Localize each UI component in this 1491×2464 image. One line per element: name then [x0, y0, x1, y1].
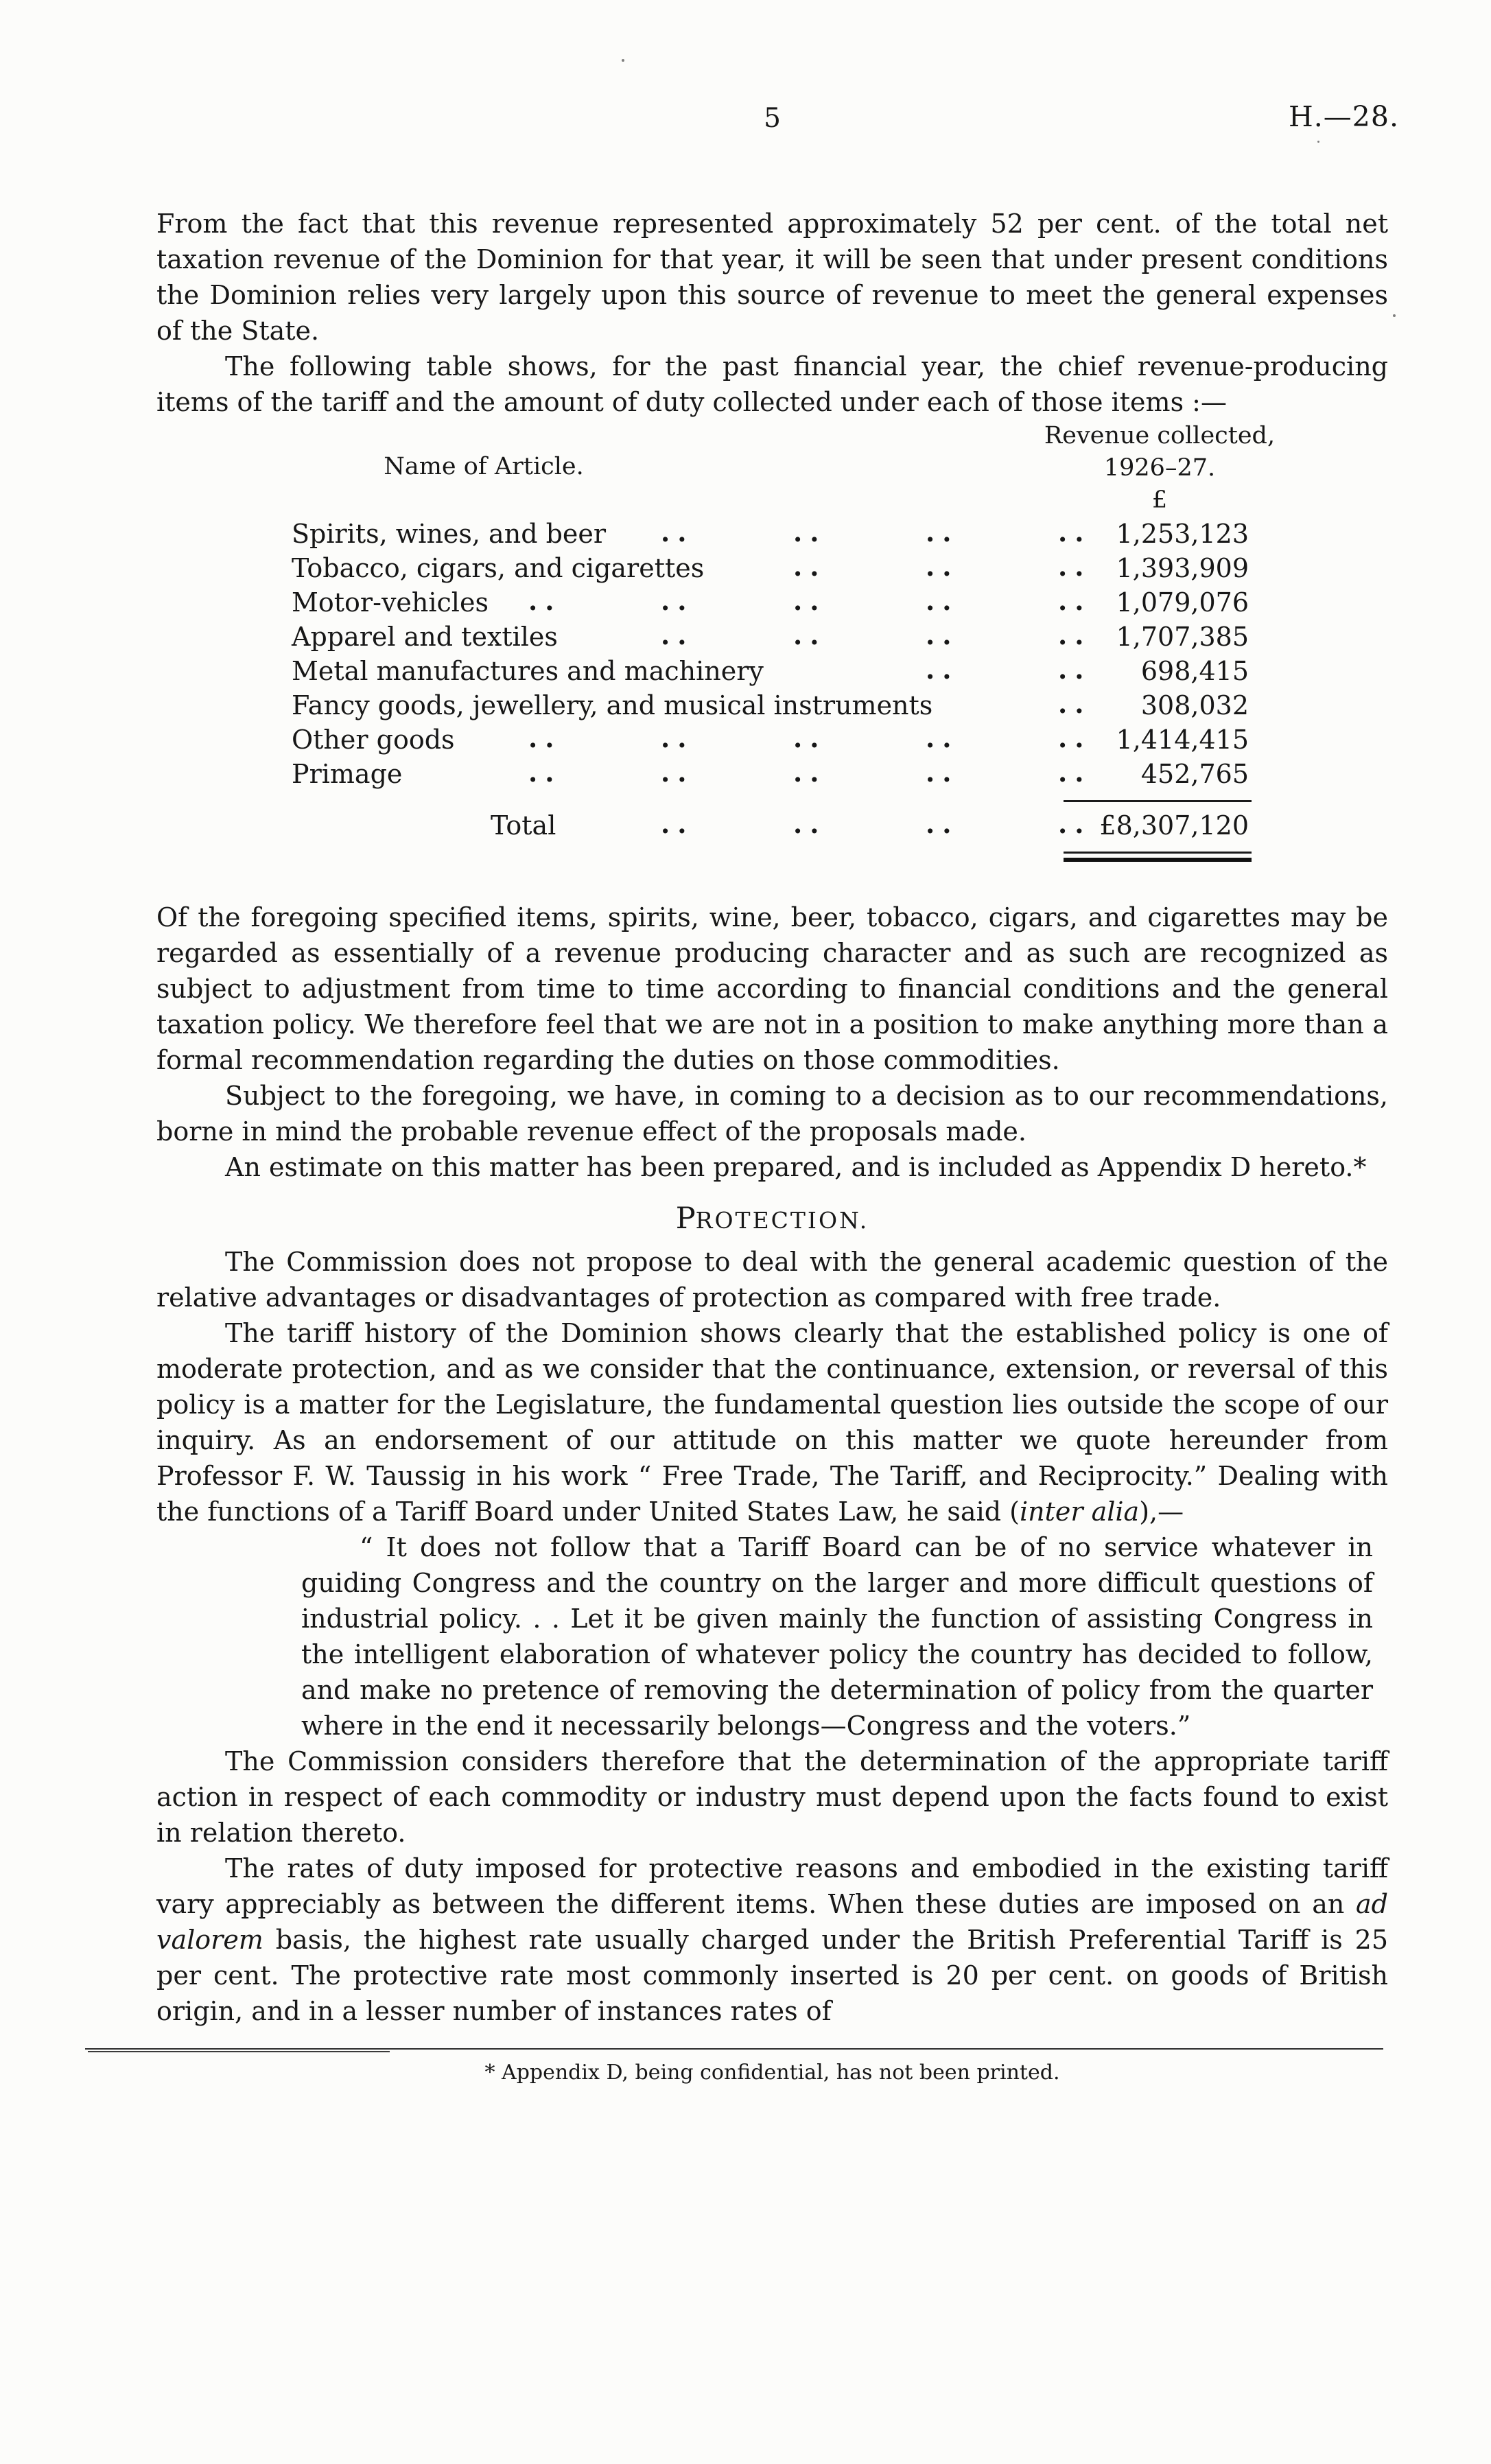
amount-value: 698,415: [1140, 656, 1249, 686]
amount-value: 1,414,415: [1116, 725, 1249, 755]
table-row: [292, 622, 1249, 656]
page-content: [156, 0, 1399, 2085]
dot-leader: ..: [793, 757, 827, 788]
paragraph-estimate-appendix: An estimate on this matter has been prepared, and is included as Appendix D hereto.*: [225, 1152, 1367, 1182]
total-rule-bottom-thick: [1064, 858, 1252, 862]
revenue-header-line1: Revenue collected,: [1044, 422, 1276, 449]
dot-leader: ..: [661, 757, 694, 788]
dot-leader: ..: [528, 757, 562, 788]
dot-leader: ..: [926, 585, 959, 616]
dot-leader: ..: [926, 551, 959, 582]
amount-value: 308,032: [1140, 690, 1249, 720]
dot-leader: ..: [793, 808, 827, 839]
heading-initial: P: [675, 1201, 696, 1236]
page-number: 5: [764, 103, 781, 134]
scan-speck: [1317, 141, 1319, 143]
dot-leader: ..: [793, 620, 827, 650]
article-name: Motor-vehicles: [292, 587, 489, 618]
amount-value: 452,765: [1140, 759, 1249, 789]
article-name: Other goods: [292, 725, 455, 755]
dot-leader: ..: [1058, 654, 1092, 685]
dot-leader: ..: [793, 585, 827, 616]
revenue-table: [292, 422, 1276, 864]
table-header: [292, 422, 1276, 519]
pound-symbol: £: [1151, 486, 1168, 514]
dot-leader: ..: [926, 620, 959, 650]
ad-valorem-italic: ad valorem: [156, 1889, 1388, 1955]
paragraph-commission-considers: The Commission considers therefore that the determination of the appropriate tariff action in respect of each commodity or industry must depend upon the facts found to exist in relation thereto.: [156, 1746, 1388, 1848]
dot-leader: ..: [1058, 808, 1092, 839]
amount-value: 1,253,123: [1116, 519, 1249, 549]
paragraph-table-intro: The following table shows, for the past financial year, the chief revenue-producing items of the tariff and the amount of duty collected under each of those items :—: [156, 351, 1388, 417]
dot-leader: ..: [661, 620, 694, 650]
paragraph-tariff-history: [156, 1315, 1388, 1529]
dot-leader: ..: [661, 808, 694, 839]
section-heading-protection: [156, 1201, 1388, 1236]
dot-leader: ..: [1058, 585, 1092, 616]
dot-leader: ..: [926, 723, 959, 753]
paragraph-subject-foregoing: Subject to the foregoing, we have, in coming to a decision as to our recommendations, borne in mind the probable revenue effect of the proposals made.: [156, 1081, 1388, 1147]
table-total-row: [292, 810, 1249, 845]
table-row: [292, 519, 1249, 553]
table-row: [292, 690, 1249, 725]
total-rule-top: [1064, 800, 1252, 802]
dot-leader: ..: [926, 808, 959, 839]
footnote-rule: [85, 2048, 1383, 2050]
dot-leader: ..: [1058, 551, 1092, 582]
table-row: [292, 725, 1249, 759]
dot-leader: ..: [793, 723, 827, 753]
paragraph-revenue-percentage: From the fact that this revenue represented approximately 52 per cent. of the total net taxation revenue of the Dominion for that year, it will be seen that under present conditions the Dominion relies very largely upon this source of revenue to meet the general expenses of the State.: [156, 209, 1388, 346]
amount-value: 1,393,909: [1116, 553, 1249, 583]
heading-rest: ROTECTION.: [695, 1207, 869, 1234]
column-header-article: Name of Article.: [384, 453, 584, 480]
dot-leader: ..: [1058, 723, 1092, 753]
table-row: [292, 656, 1249, 690]
article-name: Fancy goods, jewellery, and musical instruments: [292, 690, 933, 720]
duty-rates-text: The rates of duty imposed for protective reasons and embodied in the existing tariff vary appreciably as between the different items. When these duties are imposed on an: [156, 1853, 1388, 1919]
dot-leader: ..: [661, 585, 694, 616]
scan-speck: [1393, 314, 1396, 317]
dot-leader: ..: [793, 517, 827, 548]
paragraph-duty-rates: [156, 1851, 1388, 2029]
table-row: [292, 553, 1249, 587]
article-name: Apparel and textiles: [292, 622, 558, 652]
inter-alia-italic: inter alia: [1019, 1497, 1140, 1527]
total-rule-bottom-thin: [1064, 852, 1252, 854]
paragraph-foregoing-items: Of the foregoing specified items, spirits, wine, beer, tobacco, cigars, and cigarettes may be regarded as essentially of a revenue producing character and as such are recognized as subject to adjustment from time to time according to financial conditions and the general taxation policy. We therefore feel that we are not in a position to make anything more than a formal recommendation regarding the duties on those commodities.: [156, 902, 1388, 1075]
article-name: Primage: [292, 759, 403, 789]
tariff-history-text: The tariff history of the Dominion shows clearly that the established policy is one of moderate protection, and as we consider that the continuance, extension, or reversal of this policy is a matter for the Legislature, the fundamental question lies outside the scope of our inquiry. As an endorsement of our attitude on this matter we quote hereunder from Professor F. W. Taussig in his work “ Free Trade, The Tariff, and Reciprocity.” Dealing with the functions of a Tariff Board under United States Law, he said (: [156, 1318, 1388, 1527]
amount-value: 1,707,385: [1116, 622, 1249, 652]
article-name: Total: [491, 810, 556, 841]
duty-rates-continued: basis, the highest rate usually charged under the British Preferential Tariff is 25 per cent. The protective rate most commonly inserted is 20 per cent. on goods of British origin, and in a lesser number of instances rates of: [156, 1925, 1388, 2026]
page-header: [156, 100, 1399, 137]
dot-leader: ..: [1058, 620, 1092, 650]
dot-leader: ..: [528, 585, 562, 616]
dot-leader: ..: [661, 723, 694, 753]
table-total-slot: [292, 810, 1249, 845]
document-reference: H.—28.: [1289, 100, 1399, 133]
dot-leader: ..: [926, 517, 959, 548]
dot-leader: ..: [528, 723, 562, 753]
article-name: Tobacco, cigars, and cigarettes: [292, 553, 705, 583]
article-name: Metal manufactures and machinery: [292, 656, 764, 686]
blockquote-taussig: “ It does not follow that a Tariff Board can be of no service whatever in guiding Congress and the country on the larger and more difficult questions of industrial policy. . . Let it be given mainly the function of assisting Congress in the intelligent elaboration of whatever policy the country has decided to follow, and make no pretence of removing the determination of policy from the quarter where in the end it necessarily belongs—Congress and the voters.”: [301, 1532, 1373, 1741]
amount-value: £8,307,120: [1099, 810, 1249, 841]
dot-leader: ..: [793, 551, 827, 582]
dot-leader: ..: [661, 517, 694, 548]
footnote: * Appendix D, being confidential, has not been printed.: [484, 2061, 1060, 2085]
paragraph-commission-propose: The Commission does not propose to deal with the general academic question of the relative advantages or disadvantages of protection as compared with free trade.: [156, 1247, 1388, 1313]
total-rule-bottom: [292, 852, 1249, 864]
dot-leader: ..: [1058, 757, 1092, 788]
dot-leader: ..: [926, 757, 959, 788]
tariff-history-close: ),—: [1139, 1497, 1184, 1527]
amount-value: 1,079,076: [1116, 587, 1249, 618]
dot-leader: ..: [1058, 517, 1092, 548]
dot-leader: ..: [926, 654, 959, 685]
scan-speck: [622, 59, 624, 62]
article-name: Spirits, wines, and beer: [292, 519, 607, 549]
dot-leader: ..: [1058, 688, 1092, 719]
table-row: [292, 587, 1249, 622]
column-header-revenue: [1040, 420, 1280, 517]
table-row: [292, 759, 1249, 793]
table-rows: [292, 519, 1249, 793]
table-total-section: [292, 800, 1249, 864]
revenue-header-line2: 1926–27.: [1103, 454, 1216, 482]
